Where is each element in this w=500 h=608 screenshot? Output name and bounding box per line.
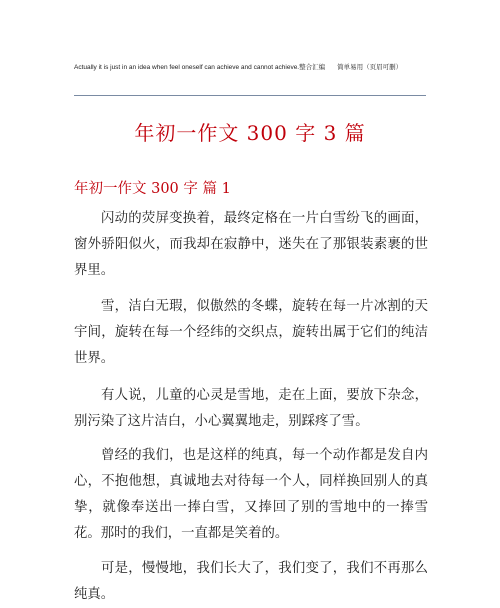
page-header (74, 62, 434, 71)
paragraph: 有人说，儿童的心灵是雪地，走在上面，要放下杂念，别污染了这片洁白，小心翼翼地走，别踩疼了雪。 (74, 388, 428, 429)
paragraph: 曾经的我们，也是这样的纯真，每一个动作都是发自内心，不抱他想，真诚地去对待每一个人，同样换回别人的真挚，就像奉送出一捧白雪，又捧回了别的雪地中的一捧雪花。那时的我们，一直都是笑着的。 (74, 448, 428, 541)
header-organizer-text: 整合汇编 (299, 63, 326, 71)
paragraph: 闪动的荧屏变换着，最终定格在一片白雪纷飞的画面，窗外骄阳似火，而我却在寂静中，迷失在了那银装素裹的世界里。 (74, 211, 428, 278)
header-note-text: 简单易用（页眉可删） (337, 63, 403, 71)
document-title: 年初一作文 300 字 3 篇 (134, 121, 366, 145)
paragraph: 雪，洁白无瑕，似傲然的冬蝶，旋转在每一片冰割的天宇间，旋转在每一个经纬的交织点，旋转出属于它们的纯洁世界。 (74, 299, 428, 366)
section-title: 年初一作文 300 字 篇 1 (74, 181, 231, 197)
header-english-text: Actually it is just in an idea when feel oneself can achieve and cannot achieve. (74, 64, 300, 71)
paragraph: 可是，慢慢地，我们长大了，我们变了，我们不再那么纯真。 (74, 561, 428, 602)
header-divider (74, 95, 426, 96)
